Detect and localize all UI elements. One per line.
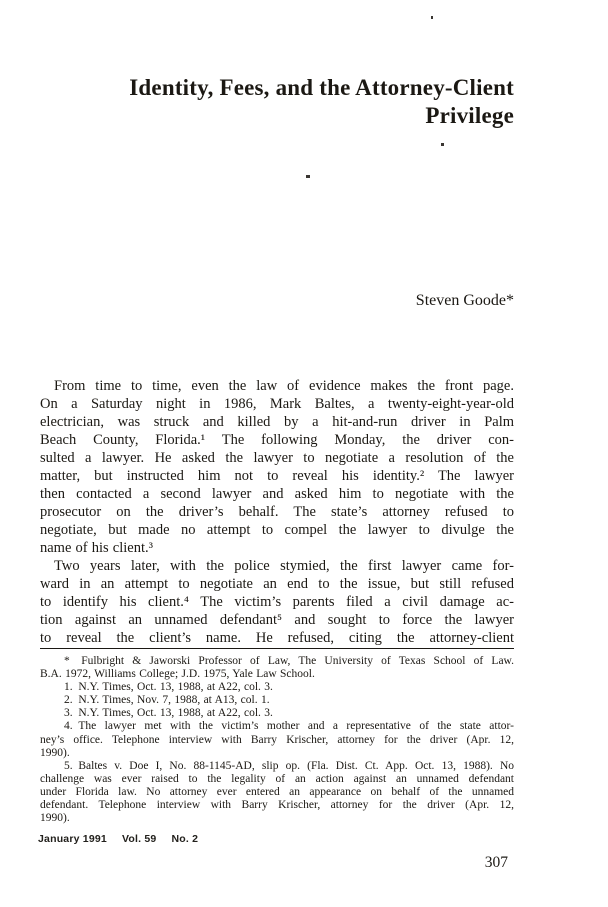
paragraph [40,655,514,681]
body-line: then contacted a second lawyer and asked him to negotiate with the [40,486,514,502]
footnote-line: defendant. Telephone interview with Barry Krischer, attorney for the driver (Apr. 12, [40,799,514,812]
issue-number: No. 2 [171,833,199,845]
page-number: 307 [484,854,508,871]
body-line: Beach County, Florida.¹ The following Monday, the driver con- [40,432,514,448]
article-title-line-2: Privilege [425,103,514,128]
footnote-line: 1990). [40,746,70,759]
footnote-line: 5. Baltes v. Doe I, No. 88-1145-AD, slip op. (Fla. Dist. Ct. App. Oct. 13, 1988). No [64,759,514,772]
footnote-section [40,648,514,825]
body-line: tion against an unnamed defendant⁵ and sought to force the lawyer [40,612,514,628]
footnote-line: challenge was ever raised to the legality of an action against an unnamed defendant [40,772,514,785]
footnote-line: ney’s office. Telephone interview with Barry Krischer, attorney for the driver (Apr. 12, [40,733,514,746]
body-line: to identify his client.⁴ The victim’s parents filed a civil damage ac- [40,594,514,610]
body-line: matter, but instructed him not to reveal his identity.² The lawyer [40,468,514,484]
body-line: to reveal the client’s name. He refused, citing the attorney-client [40,630,514,646]
body-line: ward in an attempt to negotiate an end to the issue, but still refused [40,576,514,592]
footnote-line: 4. The lawyer met with the victim’s mother and a representative of the state attor- [64,720,514,733]
paragraph [40,681,514,694]
footnote-line: B.A. 1972, Williams College; J.D. 1975, Yale Law School. [40,668,315,681]
scan-speck [306,175,310,178]
scan-speck [431,16,433,19]
article-title [40,74,514,130]
paragraph [40,694,514,707]
article-title-line-1: Identity, Fees, and the Attorney-Client [129,75,514,100]
body-line: From time to time, even the law of evidence makes the front page. [54,378,514,394]
body-line: On a Saturday night in 1986, Mark Baltes, a twenty-eight-year-old [40,396,514,412]
scan-speck [441,143,444,146]
paragraph [40,707,514,720]
issue-volume: Vol. 59 [121,833,157,845]
body-line: negotiate, but made no attempt to compel the lawyer to divulge the [40,522,514,538]
footnote-line: 1990). [40,812,70,825]
issue-date: January 1991 [38,833,107,845]
body-line: Two years later, with the police stymied, the first lawyer came for- [54,558,514,574]
body-line: sulted a lawyer. He asked the lawyer to negotiate a resolution of the [40,450,514,466]
body-line: name of his client.³ [40,540,153,556]
footnote-line: 1. N.Y. Times, Oct. 13, 1988, at A22, col. 3. [64,681,273,694]
body-line: prosecutor on the driver’s behalf. The state’s attorney refused to [40,504,514,520]
author-byline: Steven Goode* [415,292,514,309]
paragraph [40,377,514,557]
footnote-line: 2. N.Y. Times, Nov. 7, 1988, at A13, col. 1. [64,694,270,707]
footnote-line: under Florida law. No attorney ever entered an appearance on behalf of the unnamed [40,785,514,798]
footnote-line: * Fulbright & Jaworski Professor of Law, The University of Texas School of Law. [64,655,514,667]
body-line: electrician, was struck and killed by a hit-and-run driver in Palm [40,414,514,430]
article-body [40,377,514,647]
footnote-line: 3. N.Y. Times, Oct. 13, 1988, at A22, col. 3. [64,707,273,720]
issue-footer [38,833,198,845]
paragraph [40,557,514,647]
paragraph [40,760,514,825]
paragraph [40,720,514,759]
